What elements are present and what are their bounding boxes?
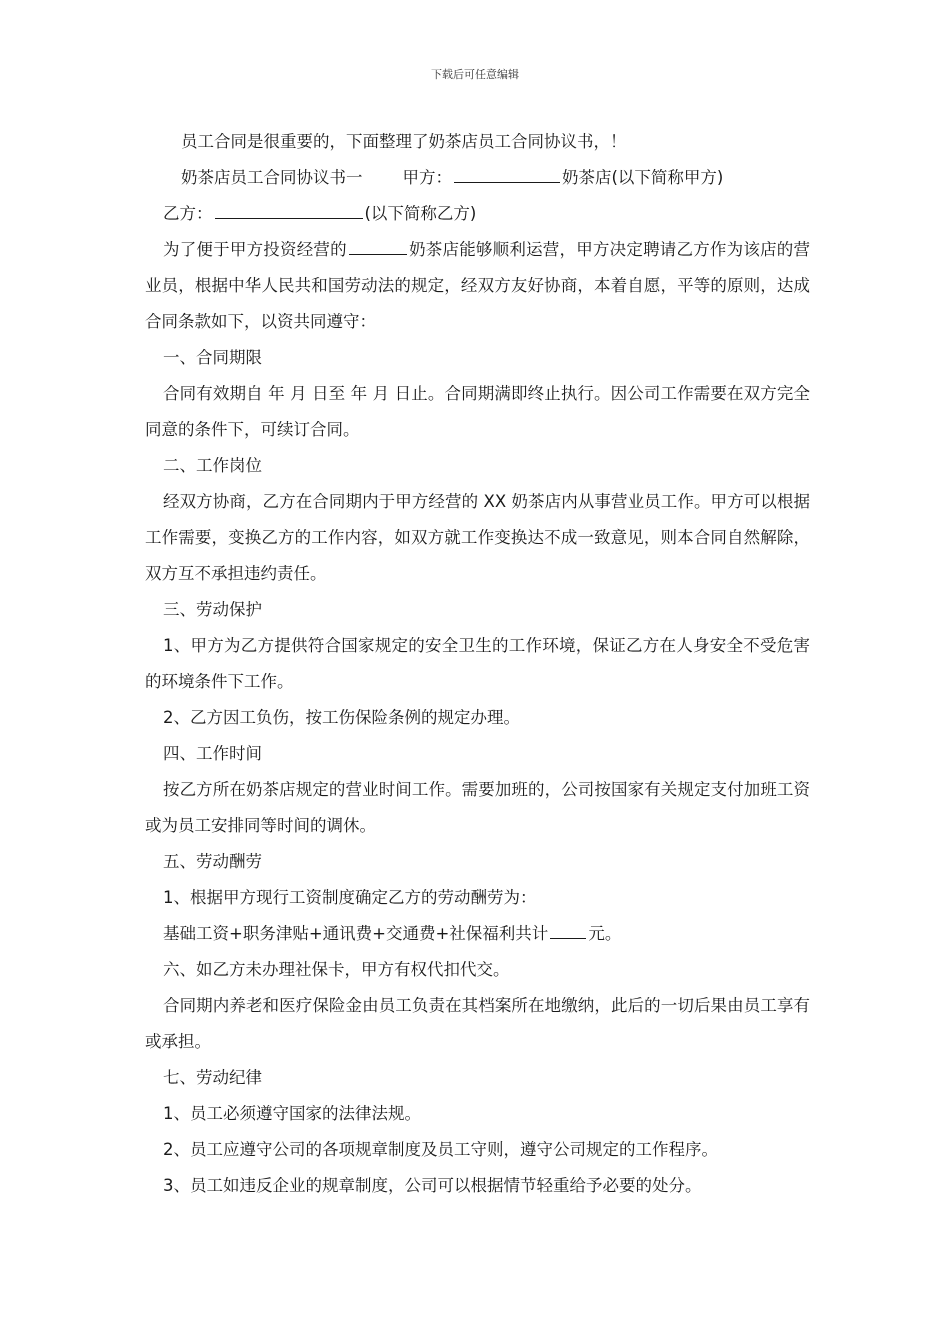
contract-title-line [145,160,810,196]
section-7-item-1: 1、员工必须遵守国家的法律法规。 [163,1104,421,1123]
party-b-blank [215,204,363,219]
page-header-note: 下载后可任意编辑 [431,68,519,81]
shop-name-blank [349,240,407,255]
purpose-text-a: 为了便于甲方投资经营的 [163,240,347,259]
section-4-body: 按乙方所在奶茶店规定的营业时间工作。需要加班的，公司按国家有关规定支付加班工资或为员工安排同等时间的调休。 [145,780,810,835]
contract-title: 奶茶店员工合同协议书一 [181,168,363,187]
party-b-line [145,196,810,232]
section-1-body: 合同有效期自 年 月 日至 年 月 日止。合同期满即终止执行。因公司工作需要在双方完全同意的条件下，可续订合同。 [145,384,810,439]
salary-unit: 元。 [588,924,622,943]
section-3-item-2: 2、乙方因工负伤，按工伤保险条例的规定办理。 [163,708,520,727]
section-3-item-1: 1、甲方为乙方提供符合国家规定的安全卫生的工作环境，保证乙方在人身安全不受危害的环境条件下工作。 [145,636,810,691]
document-body [145,124,810,1204]
salary-components: 基础工资+职务津贴+通讯费+交通费+社保福利共计 [163,924,549,943]
party-a-suffix: 奶茶店(以下简称甲方) [562,168,724,187]
intro-paragraph: 员工合同是很重要的，下面整理了奶茶店员工合同协议书，！ [181,132,627,151]
section-4-title: 四、工作时间 [163,744,262,763]
section-5-item-1: 1、根据甲方现行工资制度确定乙方的劳动酬劳为： [163,888,537,907]
section-5-item-2 [145,916,810,952]
section-1-title: 一、合同期限 [163,348,262,367]
section-2-title: 二、工作岗位 [163,456,262,475]
section-2-body: 经双方协商，乙方在合同期内于甲方经营的 XX 奶茶店内从事营业员工作。甲方可以根据工作需要，变换乙方的工作内容，如双方就工作变换达不成一致意见，则本合同自然解除，双方互不承担违约责任。 [145,492,810,583]
section-7-title: 七、劳动纪律 [163,1068,262,1087]
section-5-title: 五、劳动酬劳 [163,852,262,871]
section-7-item-2: 2、员工应遵守公司的各项规章制度及员工守则，遵守公司规定的工作程序。 [163,1140,718,1159]
party-a-label: 甲方： [402,168,452,187]
party-b-suffix: (以下简称乙方) [364,204,477,223]
purpose-text-b: 奶茶店能够顺利运营，甲方决定聘请乙方作为该店的营业员，根据中华人民共和国劳动法的规定，经双方友好协商，本着自愿，平等的原则，达成合同条款如下，以资共同遵守： [145,240,811,331]
section-7-item-3: 3、员工如违反企业的规章制度，公司可以根据情节轻重给予必要的处分。 [163,1176,702,1195]
party-a-blank [454,168,560,183]
section-3-title: 三、劳动保护 [163,600,262,619]
section-6-body: 合同期内养老和医疗保险金由员工负责在其档案所在地缴纳，此后的一切后果由员工享有或承担。 [145,996,810,1051]
section-6-title: 六、如乙方未办理社保卡，甲方有权代扣代交。 [163,960,510,979]
party-b-label: 乙方： [163,204,213,223]
purpose-paragraph [145,232,810,340]
salary-amount-blank [550,924,586,939]
